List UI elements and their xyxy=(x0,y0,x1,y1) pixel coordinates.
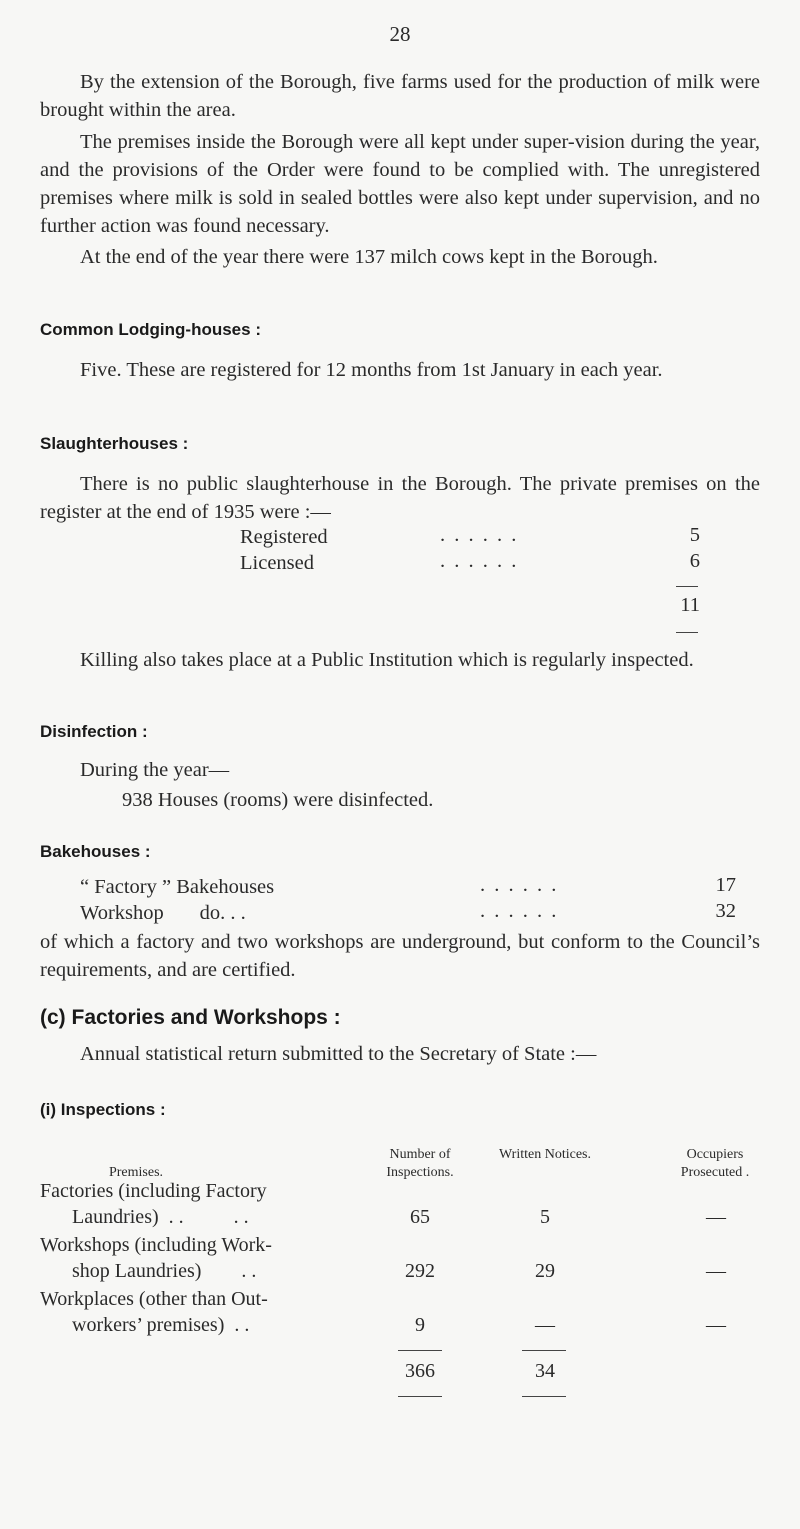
paragraph-annual-return: Annual statistical return submitted to the Secretary of State :— xyxy=(80,1043,597,1065)
licensed-value: 6 xyxy=(689,550,700,572)
paragraph-killing: Killing also takes place at a Public Institution which is regularly inspected. xyxy=(80,649,694,671)
row-workplaces-notices: — xyxy=(535,1314,555,1336)
total-notices: 34 xyxy=(535,1360,555,1382)
row-factories-inspections: 65 xyxy=(410,1206,430,1228)
header-written-notices: Written Notices. xyxy=(499,1147,591,1162)
paragraph-supervision: The premises inside the Borough were all kept under super-vision during the year, and the provisions of the Order were found to be complied with. The unregistered premises where milk is sold in sealed bottles were also kept under supervision, and no further action was found necessary. xyxy=(40,131,760,237)
total-inspections: 366 xyxy=(405,1360,435,1382)
workshop-bakehouses-label: Workshop do. . . xyxy=(80,902,246,924)
row-factories-notices: 5 xyxy=(540,1206,550,1228)
subtotal-rule xyxy=(676,586,698,587)
heading-lodging-houses: Common Lodging-houses : xyxy=(40,320,261,339)
paragraph-milch-cows: At the end of the year there were 137 milch cows kept in the Borough. xyxy=(80,246,658,268)
licensed-leader: . . . . . . xyxy=(440,550,519,572)
paragraph-lodging-houses: Five. These are registered for 12 months from 1st January in each year. xyxy=(80,359,663,381)
row-workplaces-line2: workers’ premises) . . xyxy=(72,1314,250,1336)
factory-bakehouses-value: 17 xyxy=(715,874,736,896)
heading-bakehouses: Bakehouses : xyxy=(40,842,151,861)
header-premises: Premises. xyxy=(108,1165,164,1180)
inspections-subtotal-rule xyxy=(398,1350,442,1351)
inspections-total-rule xyxy=(398,1396,442,1397)
heading-slaughterhouses: Slaughterhouses : xyxy=(40,434,189,453)
licensed-label: Licensed xyxy=(240,552,314,574)
row-factories-line2: Laundries) . . . . xyxy=(72,1206,249,1228)
row-factories-prosecuted: — xyxy=(706,1206,726,1228)
registered-leader: . . . . . . xyxy=(440,524,519,546)
factory-bakehouses-label: “ Factory ” Bakehouses xyxy=(80,876,275,898)
notices-subtotal-rule xyxy=(522,1350,566,1351)
factory-bakehouses-leader: . . . . . . xyxy=(480,874,559,896)
paragraph-during-year: During the year— xyxy=(80,759,230,781)
total-rule xyxy=(676,632,698,633)
heading-disinfection: Disinfection : xyxy=(40,722,148,741)
row-workplaces-inspections: 9 xyxy=(415,1314,425,1336)
row-workplaces-prosecuted: — xyxy=(706,1314,726,1336)
slaughter-total: 11 xyxy=(680,594,700,616)
registered-value: 5 xyxy=(689,524,700,546)
heading-factories-workshops: (c) Factories and Workshops : xyxy=(40,1006,341,1029)
row-workshops-notices: 29 xyxy=(535,1260,555,1282)
row-workshops-line2: shop Laundries) . . xyxy=(72,1260,257,1282)
paragraph-farms: By the extension of the Borough, five farms used for the production of milk were brought within the area. xyxy=(40,71,760,121)
notices-total-rule xyxy=(522,1396,566,1397)
row-workshops-inspections: 292 xyxy=(405,1260,435,1282)
workshop-bakehouses-leader: . . . . . . xyxy=(480,900,559,922)
header-occupiers-prosecuted: Occupiers Prosecuted . xyxy=(680,1147,750,1180)
paragraph-disinfected: 938 Houses (rooms) were disinfected. xyxy=(122,789,434,811)
row-factories-line1: Factories (including Factory xyxy=(40,1180,267,1202)
paragraph-slaughterhouses: There is no public slaughterhouse in the Borough. The private premises on the register at the end of 1935 were :— xyxy=(40,473,760,523)
header-number-of-inspections: Number of Inspections. xyxy=(386,1147,454,1180)
page-number: 28 xyxy=(389,22,411,46)
row-workshops-line1: Workshops (including Work- xyxy=(40,1234,272,1256)
row-workplaces-line1: Workplaces (other than Out- xyxy=(40,1288,268,1310)
registered-label: Registered xyxy=(240,526,328,548)
row-workshops-prosecuted: — xyxy=(706,1260,726,1282)
paragraph-bakehouse-note: of which a factory and two workshops are underground, but conform to the Council’s requirements, and are certified. xyxy=(40,931,760,981)
heading-inspections: (i) Inspections : xyxy=(40,1100,166,1119)
workshop-bakehouses-value: 32 xyxy=(715,900,736,922)
